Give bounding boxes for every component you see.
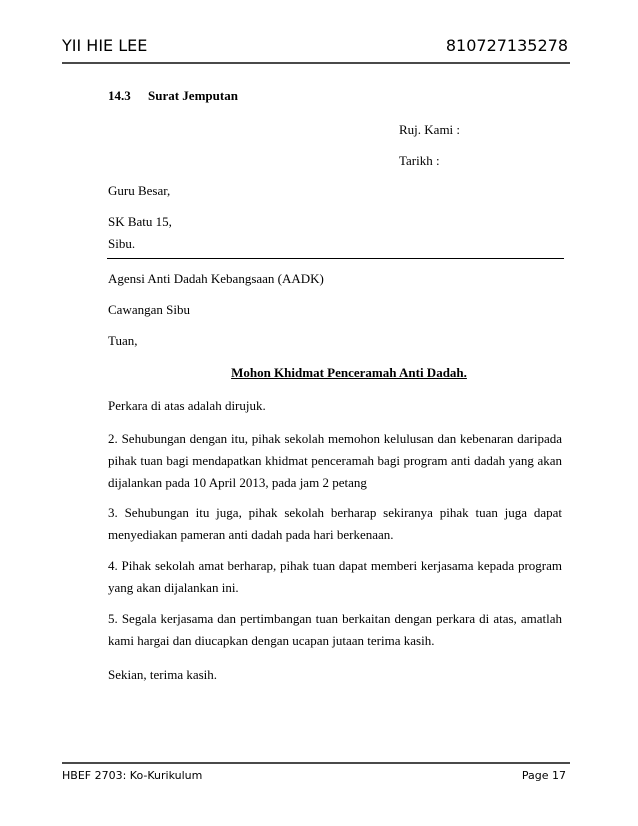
letter-subject: Mohon Khidmat Penceramah Anti Dadah. [231,365,467,380]
sender-address-line: Sibu. [108,236,136,251]
address-divider [107,258,564,259]
closing-line: Sekian, terima kasih. [108,667,218,682]
paragraph: 3. Sehubungan itu juga, pihak sekolah berharap sekiranya pihak tuan juga dapat menyediakan pameran anti dadah pada hari berkenaan. [108,505,562,542]
page-number: Page 17 [521,769,566,782]
author-id: 810727135278 [445,36,568,55]
reference-ruj: Ruj. Kami : [399,122,461,137]
footer-rule [62,762,570,764]
salutation: Tuan, [108,333,138,348]
paragraph: 2. Sehubungan dengan itu, pihak sekolah memohon kelulusan dan kebenaran daripada pihak tuan bagi mendapatkan khidmat penceramah bagi program anti dadah yang akan dijalankan pada 10 April 2013, pada jam 2 petang [108,431,562,490]
paragraph: 4. Pihak sekolah amat berharap, pihak tuan dapat memberi kerjasama kepada program yang akan dijalankan ini. [108,558,562,595]
author-name: YII HIE LEE [62,36,148,55]
header-rule [62,62,570,64]
recipient-line: Agensi Anti Dadah Kebangsaan (AADK) [108,271,324,286]
recipient-line: Cawangan Sibu [108,302,190,317]
paragraph: 5. Segala kerjasama dan pertimbangan tuan berkaitan dengan perkara di atas, amatlah kami hargai dan diucapkan dengan ucapan jutaan terima kasih. [108,611,562,648]
sender-address-line: SK Batu 15, [108,214,172,229]
reference-date: Tarikh : [399,153,440,168]
course-code: HBEF 2703: Ko-Kurikulum [62,769,203,782]
sender-address-line: Guru Besar, [108,183,171,198]
section-title: Surat Jemputan [148,88,238,103]
paragraph: Perkara di atas adalah dirujuk. [108,398,266,413]
section-number: 14.3 [108,88,131,103]
